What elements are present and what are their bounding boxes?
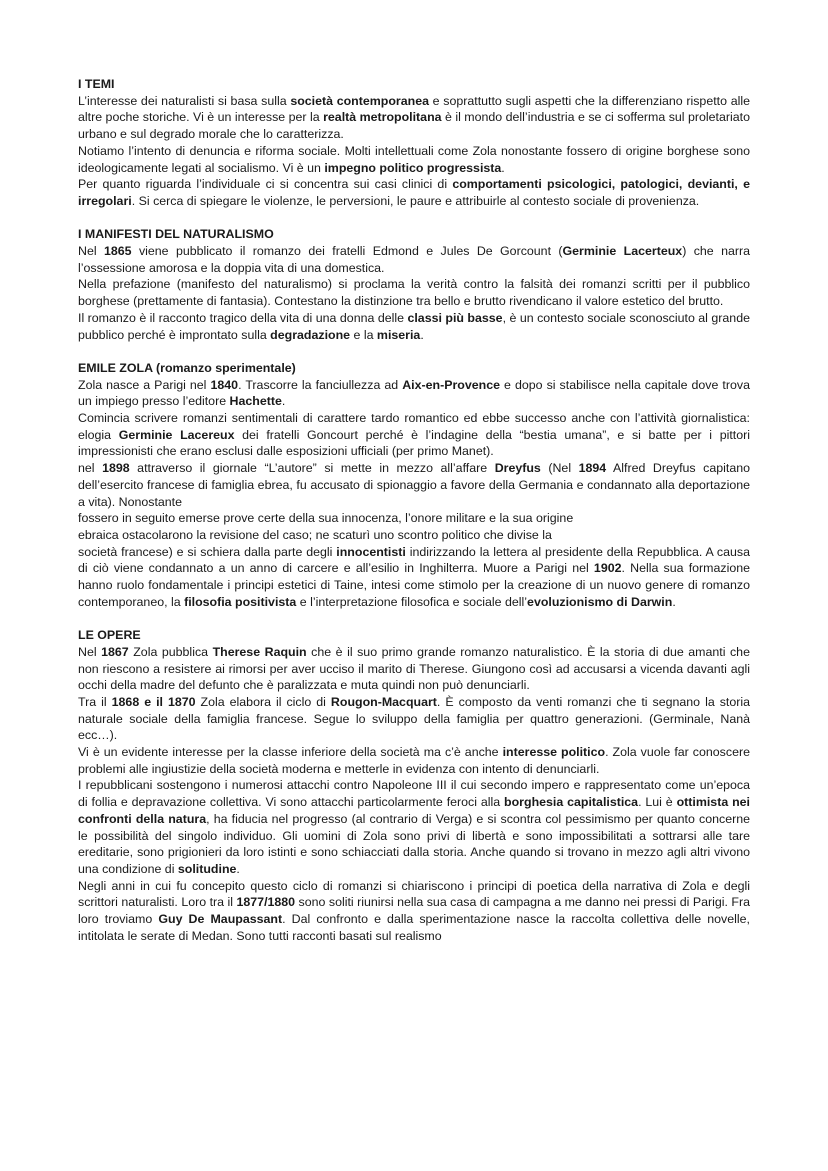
- bold-text: comportamenti psicologici, patologici, devianti, e irregolari: [78, 177, 750, 208]
- section-heading: LE OPERE: [78, 628, 141, 643]
- section: [78, 76, 750, 210]
- text-run: Notiamo l’intento di denuncia e riforma sociale. Molti intellettuali come Zola nonostante fossero di origine borghese sono ideologicamente legati al socialismo. Vi è un: [78, 143, 750, 175]
- paragraph: [78, 310, 750, 343]
- text-run: Zola nasce a Parigi nel: [78, 377, 211, 392]
- text-run: (Nel: [540, 461, 579, 476]
- bold-text: interesse politico: [502, 745, 606, 760]
- text-run: Alfred Dreyfus capitano dell’esercito francese di famiglia ebrea, fu accusato di spionaggio a favore della Germania e condannato alla deportazione a vita). Nonostante: [78, 461, 750, 509]
- text-run: . Dal confronto e dalla sperimentazione nasce la raccolta collettiva delle novelle, intitolata le serate di Medan. Sono tutti racconti basati sul realismo: [78, 912, 750, 943]
- bold-text: ottimista nei confronti della natura: [78, 795, 750, 826]
- text-run: , ha fiducia nel progresso (al contrario di Verga) e si scontra col pessimismo per quanto concerne le possibilità del singolo individuo. Gli uomini di Zola sono privi di libertà e sono impossibilitati a sottrarsi alle tare ereditarie, sono prigionieri da loro istinti e sono schiacciati dalla storia. Anche quando si trovano in mezzo agli altri vivono una condizione di: [78, 811, 750, 876]
- bold-text: 1867: [101, 644, 129, 659]
- bold-text: 1877/1880: [236, 895, 296, 910]
- bold-text: Rougon-Macquart: [330, 694, 437, 709]
- text-run: .: [672, 594, 676, 609]
- text-run: Comincia scrivere romanzi sentimentali di carattere tardo romantico ed ebbe successo anche con l’attività giornalistica: elogia: [78, 411, 750, 442]
- text-run: attraverso il giornale “L’autore” si mette in mezzo all’affare: [129, 461, 495, 476]
- paragraph: [78, 143, 750, 176]
- text-run: Per quanto riguarda l’individuale ci si concentra sui casi clinici di: [78, 177, 453, 192]
- text-run: .: [420, 327, 424, 342]
- bold-text: innocentisti: [336, 544, 406, 559]
- bold-text: Guy De Maupassant: [158, 912, 283, 927]
- text-run: L’interesse dei naturalisti si basa sulla: [78, 93, 291, 108]
- text-run: società francese) e si schiera dalla parte degli: [78, 544, 337, 559]
- text-run: Nel: [78, 244, 104, 259]
- text-run: è il mondo dell’industria e se ci sofferma sul proletariato urbano e sul degrado morale che lo caratterizza.: [78, 110, 750, 142]
- bold-text: miseria: [376, 327, 421, 342]
- bold-text: 1868 e il 1870: [111, 694, 196, 709]
- text-run: .: [501, 160, 505, 175]
- bold-text: 1894: [578, 461, 607, 476]
- bold-text: solitudine: [177, 862, 237, 876]
- bold-text: Therese Raquin: [212, 644, 307, 659]
- text-run: Zola elabora il ciclo di: [195, 694, 331, 709]
- section: [78, 627, 750, 944]
- text-run: Vi è un evidente interesse per la classe inferiore della società ma c’è anche: [78, 745, 503, 760]
- text-run: e dopo si stabilisce nella capitale dove trova un impiego presso l’editore: [78, 377, 750, 409]
- bold-text: 1898: [102, 461, 130, 476]
- paragraph: [78, 694, 750, 744]
- bold-text: impegno politico progressista: [324, 160, 502, 175]
- paragraph: [78, 644, 750, 694]
- section-heading: EMILE ZOLA (romanzo sperimentale): [78, 360, 296, 375]
- text-run: viene pubblicato il romanzo dei fratelli Edmond e Jules De Gorcount (: [131, 244, 563, 259]
- section-heading: I MANIFESTI DEL NATURALISMO: [78, 227, 274, 242]
- paragraph: [78, 377, 750, 410]
- paragraph: [78, 527, 750, 544]
- bold-text: società contemporanea: [290, 93, 429, 108]
- text-run: .: [236, 862, 240, 876]
- text-run: . Nella sua formazione hanno ruolo fondamentale i principi estetici di Taine, intesi come stimolo per la creazione di un nuovo genere di romanzo contemporaneo, la: [78, 561, 751, 609]
- bold-text: degradazione: [270, 327, 351, 342]
- text-run: .: [281, 394, 286, 409]
- text-run: I repubblicani sostengono i numerosi attacchi contro Napoleone III il cui secondo impero e rappresentato come un’epoca di follia e depravazione collettiva. Vi sono attacchi particolarmente feroci alla: [78, 778, 750, 810]
- bold-text: evoluzionismo di Darwin: [527, 594, 673, 609]
- text-run: , è un contesto sociale sconosciuto al grande pubblico perché è improntato sulla: [78, 310, 750, 342]
- text-run: ) che narra l’ossessione amorosa e la doppia vita di una domestica.: [78, 244, 750, 275]
- bold-text: 1865: [103, 244, 132, 259]
- paragraph: [78, 777, 750, 877]
- text-run: Nella prefazione (manifesto del naturalismo) si proclama la verità contro la falsità dei romanzi scritti per il pubblico borghese (prettamente di fantasia). Contestano la distinzione tra bello e brutto rivendicano il valore estetico del brutto.: [78, 277, 750, 309]
- bold-text: classi più basse: [407, 310, 503, 325]
- text-run: . Zola vuole far conoscere problemi alle ingiustizie della società moderna e metterle in evidenza con intento di denunciarli.: [78, 745, 750, 776]
- document-page: [78, 76, 750, 961]
- bold-text: Aix-en-Provence: [402, 377, 500, 392]
- section: [78, 226, 750, 343]
- text-run: . Lui è: [638, 795, 677, 810]
- bold-text: 1840: [210, 377, 239, 392]
- paragraph: [78, 176, 750, 209]
- bold-text: Germinie Lacerteux: [562, 244, 683, 259]
- paragraph: [78, 460, 750, 510]
- bold-text: filosofia positivista: [184, 594, 297, 609]
- bold-text: 1902: [593, 561, 622, 576]
- text-run: . È composto da venti romanzi che ti segnano la storia naturale sociale della famiglia francese. Segue lo sviluppo della famiglia per quattro generazioni. (Germinale, Nanà ecc…).: [78, 694, 751, 743]
- text-run: che è il suo primo grande romanzo naturalistico. È la storia di due amanti che non riescono a resistere ai rimorsi per aver ucciso il marito di Therese. Giungono così ad accusarsi a vicenda davanti agli occhi della madre del defunto che è paralizzata e muta quindi non può denunciarli.: [78, 644, 750, 693]
- paragraph: [78, 510, 750, 527]
- text-run: ebraica ostacolarono la revisione del caso; ne scaturì uno scontro politico che divise la: [78, 527, 552, 542]
- bold-text: Dreyfus: [494, 461, 541, 476]
- section: [78, 360, 750, 611]
- text-run: Negli anni in cui fu concepito questo ciclo di romanzi si chiariscono i principi di poetica della narrativa di Zola e degli scrittori naturalisti. Loro tra il: [78, 878, 750, 910]
- paragraph: [78, 878, 750, 945]
- text-run: Il romanzo è il racconto tragico della vita di una donna delle: [78, 310, 408, 325]
- text-run: Zola pubblica: [128, 644, 213, 659]
- text-run: dei fratelli Goncourt perché è l’indagine della “bestia umana”, e si batte per i pittori impressionisti che erano esclusi dalle esposizioni ufficiali (per primo Manet).: [78, 427, 750, 459]
- section-heading: I TEMI: [78, 77, 115, 91]
- bold-text: borghesia capitalistica: [504, 795, 639, 810]
- text-run: . Trascorre la fanciullezza ad: [238, 377, 403, 392]
- paragraph: [78, 243, 750, 276]
- text-run: . Si cerca di spiegare le violenze, le perversioni, le paure e attribuirle al contesto sociale di provenienza.: [131, 193, 700, 208]
- text-run: e soprattutto sugli aspetti che la differenziano rispetto alle altre poche storiche. Vi è un interesse per la: [78, 93, 750, 125]
- paragraph: [78, 410, 750, 460]
- paragraph: [78, 93, 750, 143]
- text-run: e la: [350, 327, 377, 342]
- text-run: Nel: [78, 644, 102, 659]
- bold-text: realtà metropolitana: [323, 110, 442, 125]
- paragraph: [78, 544, 750, 611]
- text-run: nel: [78, 461, 103, 476]
- paragraph: [78, 744, 750, 777]
- text-run: sono soliti riunirsi nella sua casa di campagna a me danno nei pressi di Parigi. Fra loro troviamo: [78, 895, 751, 927]
- bold-text: Germinie Lacereux: [118, 427, 235, 442]
- text-run: indirizzando la lettera al presidente della Repubblica. A causa di ciò viene condannato a un anno di carcere e all’esilio in Inghilterra. Muore a Parigi nel: [78, 544, 750, 576]
- text-run: e l’interpretazione filosofica e sociale dell’: [296, 594, 528, 609]
- paragraph: [78, 276, 750, 309]
- text-run: Tra il: [78, 694, 112, 709]
- text-run: fossero in seguito emerse prove certe della sua innocenza, l’onore militare e la sua origine: [78, 511, 574, 526]
- bold-text: Hachette: [229, 394, 282, 409]
